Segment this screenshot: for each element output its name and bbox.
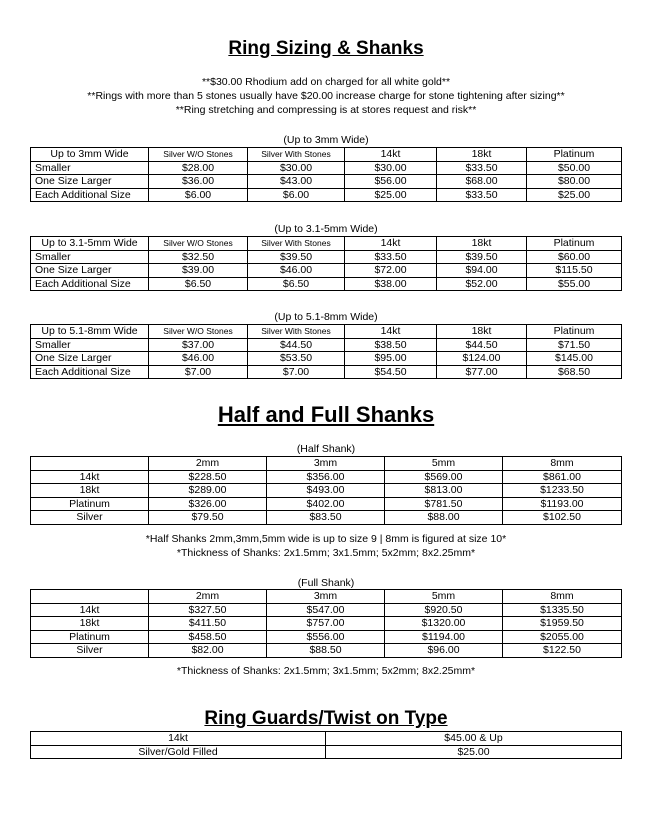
table-cell: $1320.00 <box>385 617 503 631</box>
table-cell: $1194.00 <box>385 630 503 644</box>
header-cell: 3mm <box>267 457 385 471</box>
table-row <box>31 338 622 352</box>
row-label: Smaller <box>31 250 149 264</box>
table-cell: $56.00 <box>345 175 437 189</box>
table-cell: $72.00 <box>345 264 437 278</box>
table-cell: $7.00 <box>248 365 345 379</box>
table-cell: $71.50 <box>527 338 622 352</box>
table-cell: $757.00 <box>267 617 385 631</box>
table-cell: $36.00 <box>149 175 248 189</box>
table-cell: $83.50 <box>267 511 385 525</box>
table-cell: $781.50 <box>385 497 503 511</box>
table-header-row <box>31 237 622 251</box>
table-cell: $77.00 <box>437 365 527 379</box>
table-cell: $861.00 <box>503 470 622 484</box>
table-row <box>31 603 622 617</box>
table-cell: $458.50 <box>149 630 267 644</box>
table-cell: $38.50 <box>345 338 437 352</box>
table-cell: $55.00 <box>527 277 622 291</box>
header-cell: 14kt <box>345 237 437 251</box>
table-cell: $52.00 <box>437 277 527 291</box>
header-cell: 2mm <box>149 457 267 471</box>
table-row <box>31 277 622 291</box>
row-label: 14kt <box>31 732 326 746</box>
table-cell: $25.00 <box>527 188 622 202</box>
table-cell: $46.00 <box>149 352 248 366</box>
table-row <box>31 264 622 278</box>
table-cell: $493.00 <box>267 484 385 498</box>
table-cell: $30.00 <box>345 161 437 175</box>
table-cell: $402.00 <box>267 497 385 511</box>
table-cell: $356.00 <box>267 470 385 484</box>
table-cell: $7.00 <box>149 365 248 379</box>
table-cell: $124.00 <box>437 352 527 366</box>
table-cell: $80.00 <box>527 175 622 189</box>
table-row <box>31 484 622 498</box>
row-label: Smaller <box>31 338 149 352</box>
table-row <box>31 497 622 511</box>
table-cell: $33.50 <box>345 250 437 264</box>
table-cell: $68.00 <box>437 175 527 189</box>
table-cell: $556.00 <box>267 630 385 644</box>
row-label: 18kt <box>31 484 149 498</box>
table-cell: $1233.50 <box>503 484 622 498</box>
table-cell: $32.50 <box>149 250 248 264</box>
row-label: One Size Larger <box>31 175 149 189</box>
header-cell: 14kt <box>345 325 437 339</box>
header-cell: 8mm <box>503 590 622 604</box>
table-cell: $43.00 <box>248 175 345 189</box>
table-cell: $44.50 <box>248 338 345 352</box>
table-header-row <box>31 325 622 339</box>
row-label: Each Additional Size <box>31 365 149 379</box>
table-cell: $39.50 <box>248 250 345 264</box>
table-cell: $411.50 <box>149 617 267 631</box>
header-cell: Up to 3.1-5mm Wide <box>31 237 149 251</box>
half-shank-size-note: *Half Shanks 2mm,3mm,5mm wide is up to size 9 | 8mm is figured at size 10* <box>145 533 507 545</box>
table-cell: $327.50 <box>149 603 267 617</box>
table-cell: $88.50 <box>267 644 385 658</box>
header-cell: 5mm <box>385 590 503 604</box>
table-cell: $68.50 <box>527 365 622 379</box>
table-row <box>31 250 622 264</box>
table-row <box>31 188 622 202</box>
table-cell: $6.00 <box>248 188 345 202</box>
rhodium-note: **$30.00 Rhodium add on charged for all white gold** <box>201 76 451 88</box>
full-shank-table <box>30 589 622 658</box>
table-row <box>31 511 622 525</box>
header-cell: Silver With Stones <box>248 237 345 251</box>
row-label: 14kt <box>31 470 149 484</box>
full-shank-thickness-note: *Thickness of Shanks: 2x1.5mm; 3x1.5mm; 5x2mm; 8x2.25mm* <box>176 665 476 677</box>
table-cell: $547.00 <box>267 603 385 617</box>
table-cell: $30.00 <box>248 161 345 175</box>
table-cell: $53.50 <box>248 352 345 366</box>
row-label: Silver/Gold Filled <box>31 745 326 759</box>
table-cell: $1335.50 <box>503 603 622 617</box>
table-cell: $326.00 <box>149 497 267 511</box>
table-cell: $79.50 <box>149 511 267 525</box>
table-cell: $813.00 <box>385 484 503 498</box>
row-label: Silver <box>31 511 149 525</box>
table-cell: $145.00 <box>527 352 622 366</box>
table-row <box>31 365 622 379</box>
table-cell: $115.50 <box>527 264 622 278</box>
table-cell: $289.00 <box>149 484 267 498</box>
header-cell: 18kt <box>437 148 527 162</box>
header-cell: 18kt <box>437 325 527 339</box>
table-cell: $33.50 <box>437 161 527 175</box>
half-shank-caption: (Half Shank) <box>296 443 356 455</box>
table-row <box>31 630 622 644</box>
row-label: One Size Larger <box>31 352 149 366</box>
half-shank-thickness-note: *Thickness of Shanks: 2x1.5mm; 3x1.5mm; 5x2mm; 8x2.25mm* <box>176 547 476 559</box>
table-cell: $96.00 <box>385 644 503 658</box>
table-cell: $1959.50 <box>503 617 622 631</box>
table-cell: $28.00 <box>149 161 248 175</box>
table-cell: $38.00 <box>345 277 437 291</box>
sizing-table-3mm <box>30 147 622 202</box>
table-cell: $50.00 <box>527 161 622 175</box>
table-cell: $6.50 <box>149 277 248 291</box>
table-row <box>31 352 622 366</box>
table-header-row <box>31 148 622 162</box>
table-cell: $228.50 <box>149 470 267 484</box>
half-shank-table <box>30 456 622 525</box>
table-cell: $2055.00 <box>503 630 622 644</box>
header-cell: Platinum <box>527 148 622 162</box>
row-label: 18kt <box>31 617 149 631</box>
table-cell: $88.00 <box>385 511 503 525</box>
table-row <box>31 470 622 484</box>
stone-tightening-note: **Rings with more than 5 stones usually have $20.00 increase charge for stone tightening after sizing** <box>87 90 565 102</box>
header-cell: Silver W/O Stones <box>149 325 248 339</box>
header-cell: Platinum <box>527 325 622 339</box>
table-cell: $94.00 <box>437 264 527 278</box>
table-cell: $102.50 <box>503 511 622 525</box>
sizing-caption-3-5mm: (Up to 3.1-5mm Wide) <box>274 223 378 235</box>
row-label: Platinum <box>31 630 149 644</box>
table-cell: $95.00 <box>345 352 437 366</box>
table-row <box>31 644 622 658</box>
header-cell: Silver With Stones <box>248 325 345 339</box>
header-cell: 14kt <box>345 148 437 162</box>
table-cell: $25.00 <box>345 188 437 202</box>
header-cell <box>31 590 149 604</box>
table-cell: $33.50 <box>437 188 527 202</box>
row-label: 14kt <box>31 603 149 617</box>
full-shank-caption: (Full Shank) <box>297 577 355 589</box>
header-cell: Platinum <box>527 237 622 251</box>
row-label: Smaller <box>31 161 149 175</box>
table-row <box>31 175 622 189</box>
row-label: Each Additional Size <box>31 277 149 291</box>
table-cell: $45.00 & Up <box>326 732 622 746</box>
table-cell: $1193.00 <box>503 497 622 511</box>
table-cell: $569.00 <box>385 470 503 484</box>
table-cell: $6.50 <box>248 277 345 291</box>
header-cell: Silver W/O Stones <box>149 148 248 162</box>
header-cell: 3mm <box>267 590 385 604</box>
header-cell: 5mm <box>385 457 503 471</box>
table-cell: $60.00 <box>527 250 622 264</box>
sizing-caption-3mm: (Up to 3mm Wide) <box>283 134 369 146</box>
row-label: Each Additional Size <box>31 188 149 202</box>
header-cell: Up to 5.1-8mm Wide <box>31 325 149 339</box>
table-row <box>31 745 622 759</box>
table-cell: $39.00 <box>149 264 248 278</box>
header-cell: Up to 3mm Wide <box>31 148 149 162</box>
header-cell: Silver W/O Stones <box>149 237 248 251</box>
table-cell: $37.00 <box>149 338 248 352</box>
table-cell: $46.00 <box>248 264 345 278</box>
table-cell: $6.00 <box>149 188 248 202</box>
row-label: Silver <box>31 644 149 658</box>
stretching-note: **Ring stretching and compressing is at stores request and risk** <box>175 104 477 116</box>
table-cell: $122.50 <box>503 644 622 658</box>
header-cell: Silver With Stones <box>248 148 345 162</box>
table-row <box>31 617 622 631</box>
ring-guards-table <box>30 731 622 759</box>
sizing-table-5-8mm <box>30 324 622 379</box>
table-cell: $25.00 <box>326 745 622 759</box>
row-label: One Size Larger <box>31 264 149 278</box>
table-header-row <box>31 457 622 471</box>
table-header-row <box>31 590 622 604</box>
sizing-table-3-5mm <box>30 236 622 291</box>
table-cell: $44.50 <box>437 338 527 352</box>
table-row <box>31 161 622 175</box>
table-cell: $82.00 <box>149 644 267 658</box>
header-cell <box>31 457 149 471</box>
header-cell: 2mm <box>149 590 267 604</box>
page-title: Ring Sizing & Shanks <box>228 38 424 59</box>
table-cell: $54.50 <box>345 365 437 379</box>
header-cell: 18kt <box>437 237 527 251</box>
table-cell: $39.50 <box>437 250 527 264</box>
sizing-caption-5-8mm: (Up to 5.1-8mm Wide) <box>274 311 378 323</box>
shanks-title: Half and Full Shanks <box>217 402 435 427</box>
table-cell: $920.50 <box>385 603 503 617</box>
table-row <box>31 732 622 746</box>
ring-guards-title: Ring Guards/Twist on Type <box>204 708 448 729</box>
row-label: Platinum <box>31 497 149 511</box>
header-cell: 8mm <box>503 457 622 471</box>
